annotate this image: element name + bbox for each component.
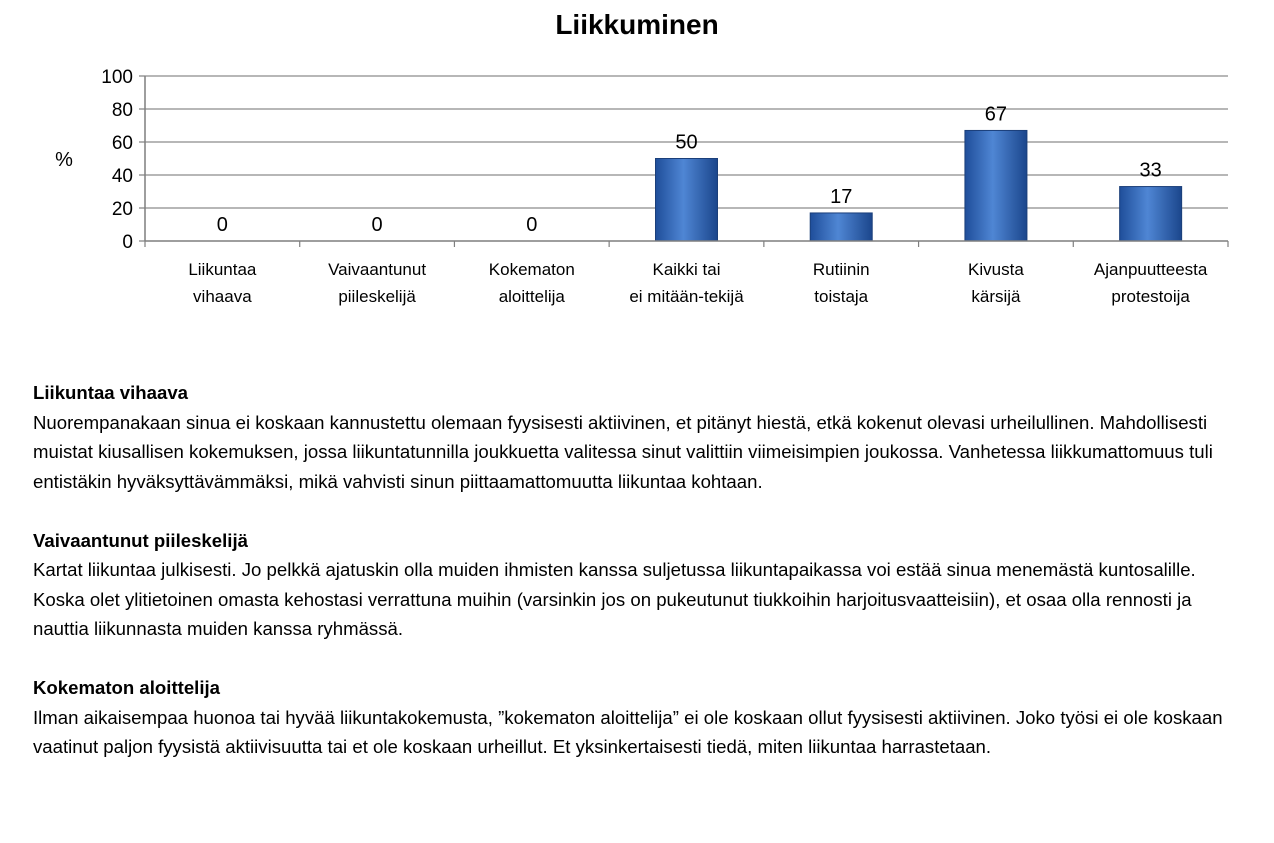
y-tick-label: 40 <box>111 166 133 187</box>
bar-chart <box>0 0 1274 330</box>
category-labels <box>188 260 1208 306</box>
section-heading: Liikuntaa vihaava <box>33 382 189 403</box>
data-label: 67 <box>984 103 1008 126</box>
category-label: Kivusta <box>968 260 1024 279</box>
data-label: 17 <box>830 185 853 208</box>
section-liikuntaa-vihaava <box>33 378 1248 496</box>
y-axis-label: % <box>55 149 73 171</box>
chart-title: Liikkuminen <box>555 9 719 40</box>
bar <box>1120 187 1182 241</box>
bars <box>656 130 1182 241</box>
y-tick-label: 0 <box>122 232 133 253</box>
section-kokematon-aloittelija <box>33 673 1248 762</box>
category-label: Vaivaantunut <box>328 260 427 279</box>
data-label: 0 <box>526 214 538 236</box>
y-tick-label: 80 <box>111 100 133 121</box>
category-label: Rutiinin <box>812 260 870 279</box>
bar <box>656 159 718 242</box>
section-vaivaantunut-piileskelija <box>33 526 1248 644</box>
category-label: vihaava <box>193 287 252 306</box>
y-tick-label: 100 <box>101 67 133 88</box>
y-tick-label: 20 <box>111 199 133 220</box>
section-body: Kartat liikuntaa julkisesti. Jo pelkkä ajatuskin olla muiden ihmisten kanssa suljetussa liikuntapaikassa voi estää sinua menemästä kuntosalille. Koska olet ylitietoinen omasta kehostasi verrattuna muihin (varsinkin jos on pukeutunut tiukkoihin harjoitusvaatteisiin), et osaa olla rennosti ja nauttia liikunnasta muiden kanssa ryhmässä. <box>33 559 1196 639</box>
section-heading: Vaivaantunut piileskelijä <box>33 529 248 551</box>
category-label: kärsijä <box>971 287 1021 306</box>
category-label: piileskelijä <box>338 287 416 306</box>
bar <box>965 130 1027 241</box>
section-body: Nuorempanakaan sinua ei koskaan kannustettu olemaan fyysisesti aktiivinen, et pitänyt hiestä, etkä kokenut olevasi urheilullinen. Mahdollisesti muistat kiusallisen kokemuksen, jossa liikuntatunnilla joukkuetta valitessa sinut valittiin viimeisimpien joukossa. Vanhetessa liikkumattomuus tuli entistäkin hyväksyttävämmäksi, mikä vahvisti sinun piittaamattomuutta liikuntaa kohtaan. <box>33 411 1213 492</box>
description-text <box>33 378 1248 791</box>
bar <box>810 213 872 241</box>
category-label: ei mitään-tekijä <box>629 287 744 306</box>
data-label: 33 <box>1139 159 1162 182</box>
data-label: 50 <box>675 131 698 154</box>
section-heading: Kokematon aloittelija <box>33 677 221 698</box>
section-body: Ilman aikaisempaa huonoa tai hyvää liikuntakokemusta, ”kokematon aloittelija” ei ole koskaan ollut fyysisesti aktiivinen. Joko työsi ei ole koskaan vaatinut paljon fyysistä aktiivisuutta tai et ole koskaan urheillut. Et yksinkertaisesti tiedä, miten liikuntaa harrastetaan. <box>33 706 1223 757</box>
category-label: Kaikki tai <box>652 260 721 279</box>
data-label: 0 <box>216 214 228 236</box>
y-axis-ticks <box>101 67 133 253</box>
category-label: toistaja <box>814 287 869 306</box>
category-label: protestoija <box>1111 287 1190 306</box>
category-label: Kokematon <box>488 260 575 279</box>
category-label: aloittelija <box>498 287 565 306</box>
category-label: Liikuntaa <box>188 260 257 279</box>
y-tick-label: 60 <box>111 133 133 154</box>
category-label: Ajanpuutteesta <box>1093 260 1208 279</box>
data-label: 0 <box>371 214 383 236</box>
